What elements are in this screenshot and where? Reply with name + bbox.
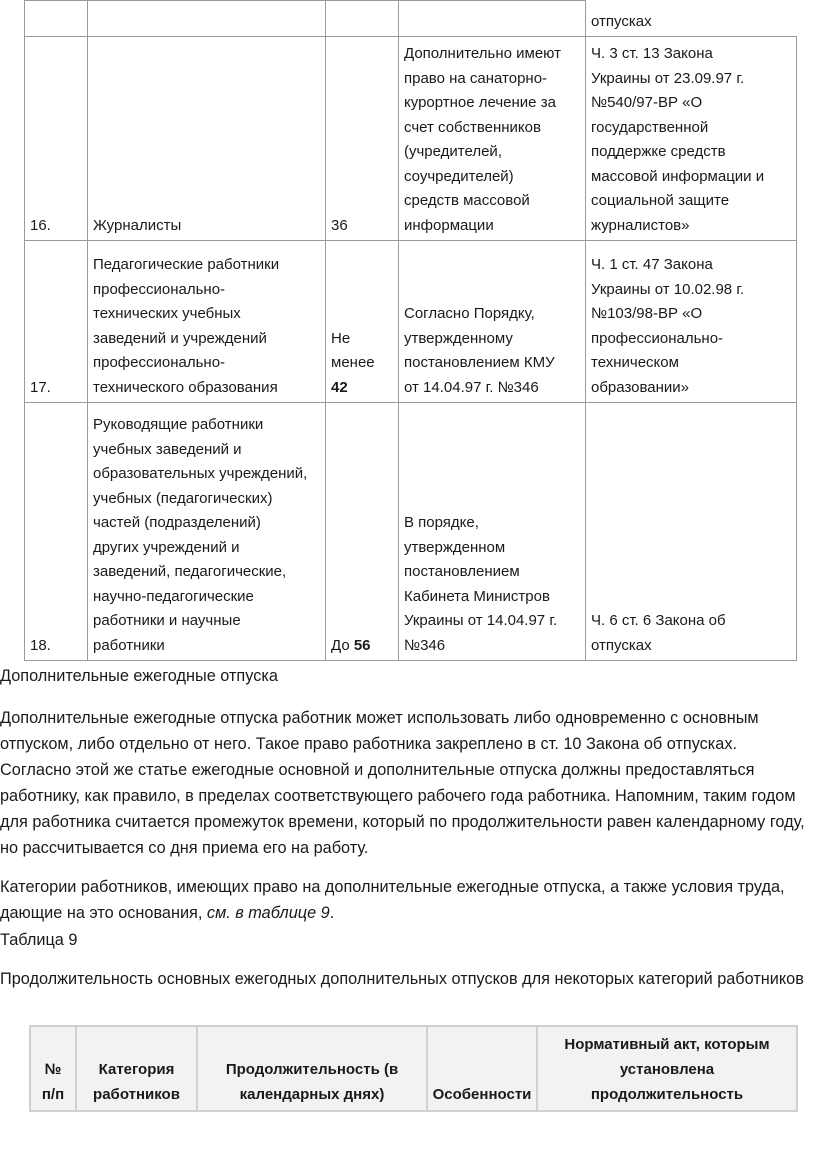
vacation-categories-table-continued	[24, 0, 797, 661]
row-duration: Не менее 42	[326, 241, 399, 403]
header-features: Особенности	[427, 1026, 537, 1111]
row-legal-act: Ч. 1 ст. 47 Закона Украины от 10.02.98 г. №103/98-ВР «О профессионально- техническом образовании»	[586, 241, 797, 403]
header-legal-act: Нормативный акт, которым установлена продолжительность	[537, 1026, 797, 1111]
row-duration: До 56	[326, 403, 399, 661]
row-duration	[326, 1, 399, 37]
row-category: Педагогические работники профессионально- технических учебных заведений и учреждений профессионально- технического образования	[88, 241, 326, 403]
header-number: № п/п	[30, 1026, 76, 1111]
header-duration: Продолжительность (в календарных днях)	[197, 1026, 427, 1111]
paragraph-additional-leave: Дополнительные ежегодные отпуска работник может использовать либо одновременно с основным отпуском, либо отдельно от него. Такое право работника закреплено в ст. 10 Закона об отпусках. Согласно этой же статье ежегодные основной и дополнительные отпуска должны предоставляться работнику, как правило, в пределах соответствующего рабочего года работника. Напомним, таким годом для работника считается промежуток времени, который по продолжительности равен календарному году, но рассчитывается со дня приема его на работу.	[0, 709, 805, 857]
row-duration: 36	[326, 37, 399, 241]
row-legal-act: Ч. 3 ст. 13 Закона Украины от 23.09.97 г. №540/97-ВР «О государственной поддержке средств массовой информации и социальной защите журналистов»	[586, 37, 797, 241]
row-category: Руководящие работники учебных заведений и образовательных учреждений, учебных (педагогических) частей (подразделений) других учреждений и заведений, педагогические, научно-педагогические работники и научные работники	[88, 403, 326, 661]
table-header-row	[30, 1026, 797, 1111]
table-label: Таблица 9	[0, 931, 78, 949]
table-reference: см. в таблице 9	[206, 904, 330, 922]
row-features: В порядке, утвержденном постановлением Кабинета Министров Украины от 14.04.97 г. №346	[399, 403, 586, 661]
row-features: Согласно Порядку, утвержденному постановлением КМУ от 14.04.97 г. №346	[399, 241, 586, 403]
section-heading: Дополнительные ежегодные отпуска	[0, 667, 278, 685]
row-features	[399, 1, 586, 37]
header-category: Категория работников	[76, 1026, 197, 1111]
row-category: Журналисты	[88, 37, 326, 241]
row-number: 17.	[25, 241, 88, 403]
row-number: 16.	[25, 37, 88, 241]
row-number	[25, 1, 88, 37]
paragraph-categories: Категории работников, имеющих право на дополнительные ежегодные отпуска, а также условия труда, дающие на это основания, см. в таблице 9.	[0, 878, 785, 922]
row-features: Дополнительно имеют право на санаторно- курортное лечение за счет собственников (учредителей, соучредителей) средств массовой информации	[399, 37, 586, 241]
table-row	[25, 403, 797, 661]
vacation-duration-table-header	[29, 1025, 798, 1112]
row-legal-act: отпусках	[586, 1, 797, 37]
table-row	[25, 37, 797, 241]
table-row	[25, 241, 797, 403]
row-number: 18.	[25, 403, 88, 661]
table-row	[25, 1, 797, 37]
table-caption: Продолжительность основных ежегодных дополнительных отпусков для некоторых категорий работников	[0, 970, 804, 988]
row-legal-act: Ч. 6 ст. 6 Закона об отпусках	[586, 403, 797, 661]
row-category	[88, 1, 326, 37]
